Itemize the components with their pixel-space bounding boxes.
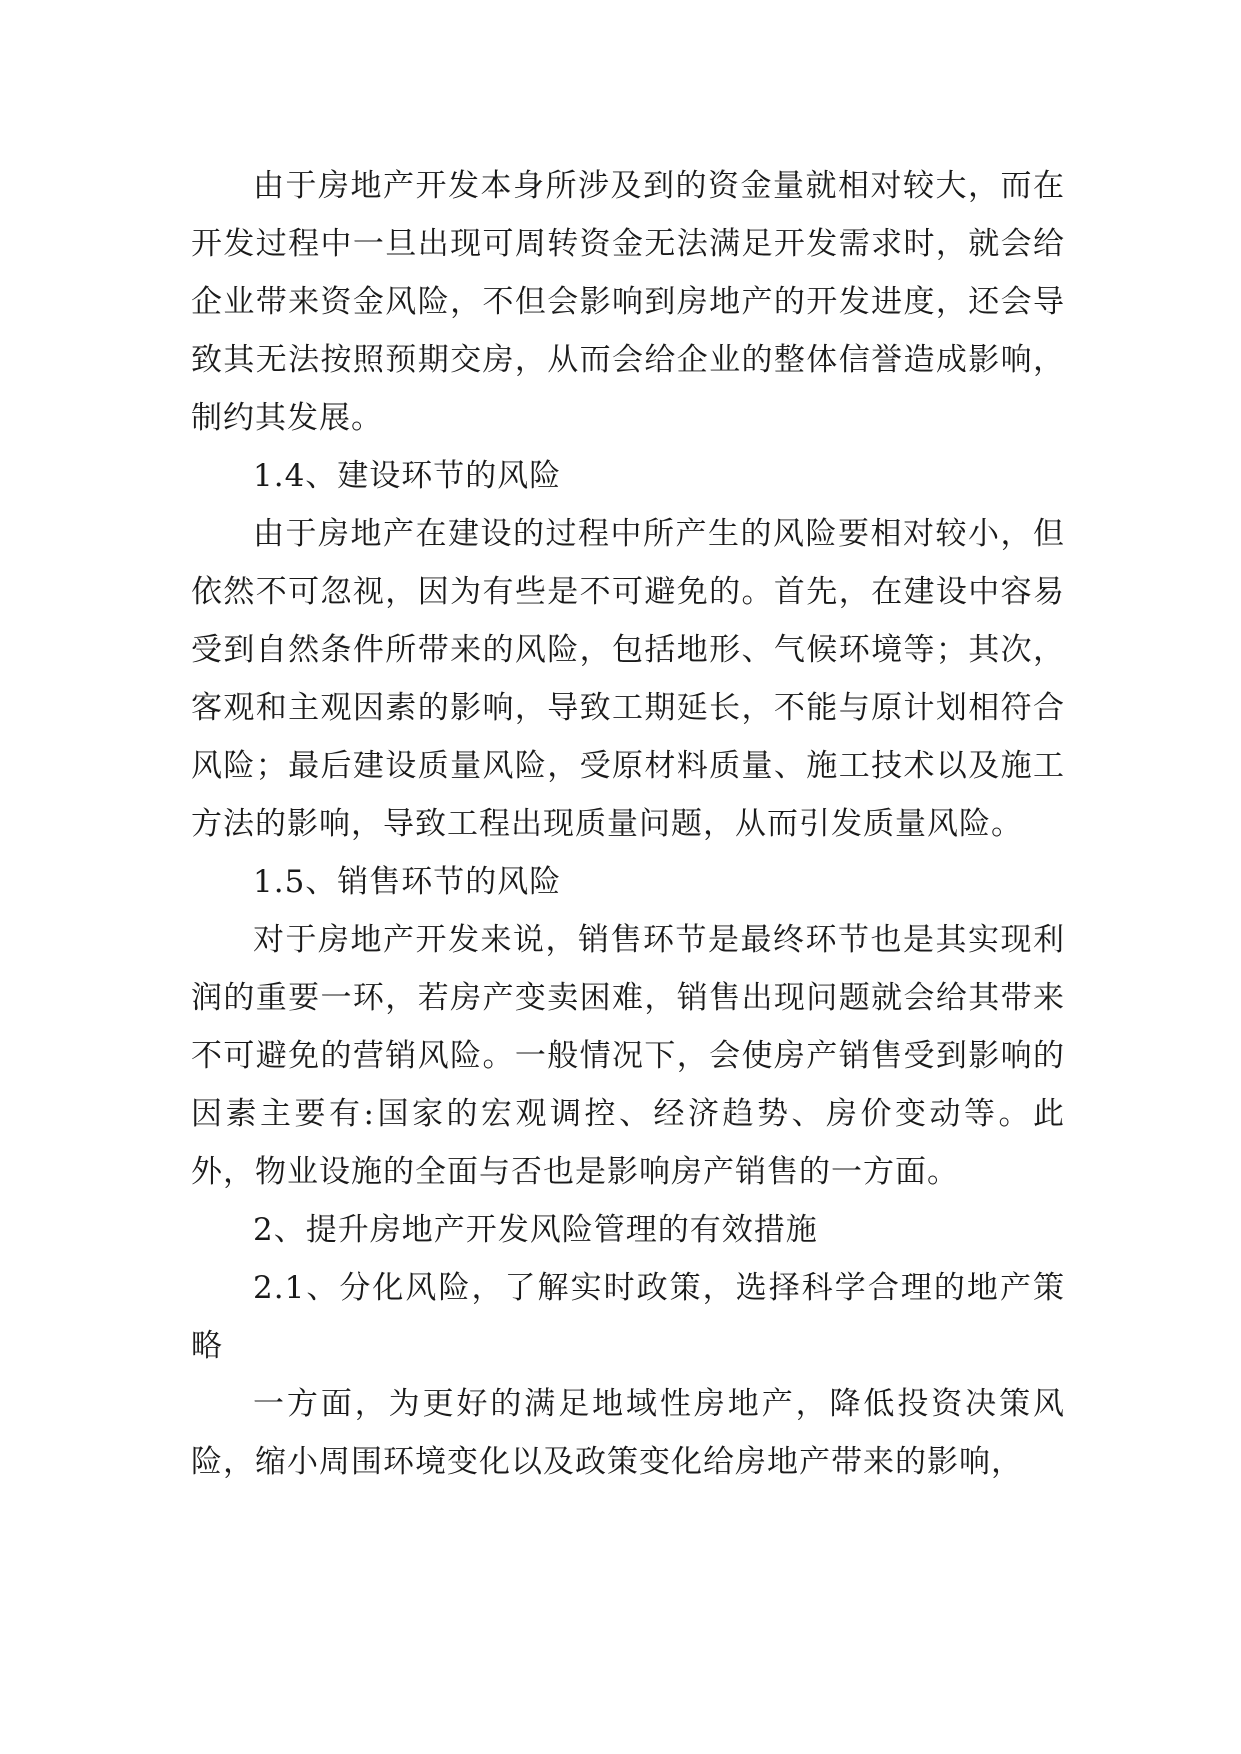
heading-diversify-risk: 2.1、分化风险，了解实时政策，选择科学合理的地产策略 xyxy=(191,1270,1065,1364)
paragraph-funding-risk: 由于房地产开发本身所涉及到的资金量就相对较大，而在开发过程中一旦出现可周转资金无法满足开发需求时，就会给企业带来资金风险，不但会影响到房地产的开发进度，还会导致其无法按照预期交房，从而会给企业的整体信誉造成影响，制约其发展。 xyxy=(191,168,1065,436)
paragraph-sales-risk: 对于房地产开发来说，销售环节是最终环节也是其实现利润的重要一环，若房产变卖困难，销售出现问题就会给其带来不可避免的营销风险。一般情况下，会使房产销售受到影响的因素主要有:国家的宏观调控、经济趋势、房价变动等。此外，物业设施的全面与否也是影响房产销售的一方面。 xyxy=(191,922,1065,1190)
document-body xyxy=(191,157,1065,1491)
heading-risk-management-measures: 2、提升房地产开发风险管理的有效措施 xyxy=(253,1212,818,1248)
paragraph-construction-risk: 由于房地产在建设的过程中所产生的风险要相对较小，但依然不可忽视，因为有些是不可避免的。首先，在建设中容易受到自然条件所带来的风险，包括地形、气候环境等；其次，客观和主观因素的影响，导致工期延长，不能与原计划相符合风险；最后建设质量风险，受原材料质量、施工技术以及施工方法的影响，导致工程出现质量问题，从而引发质量风险。 xyxy=(191,516,1065,842)
heading-sales-risk: 1.5、销售环节的风险 xyxy=(253,864,562,900)
paragraph-diversify-risk: 一方面，为更好的满足地域性房地产，降低投资决策风险，缩小周围环境变化以及政策变化给房地产带来的影响， xyxy=(191,1386,1065,1480)
heading-construction-risk: 1.4、建设环节的风险 xyxy=(253,458,562,494)
